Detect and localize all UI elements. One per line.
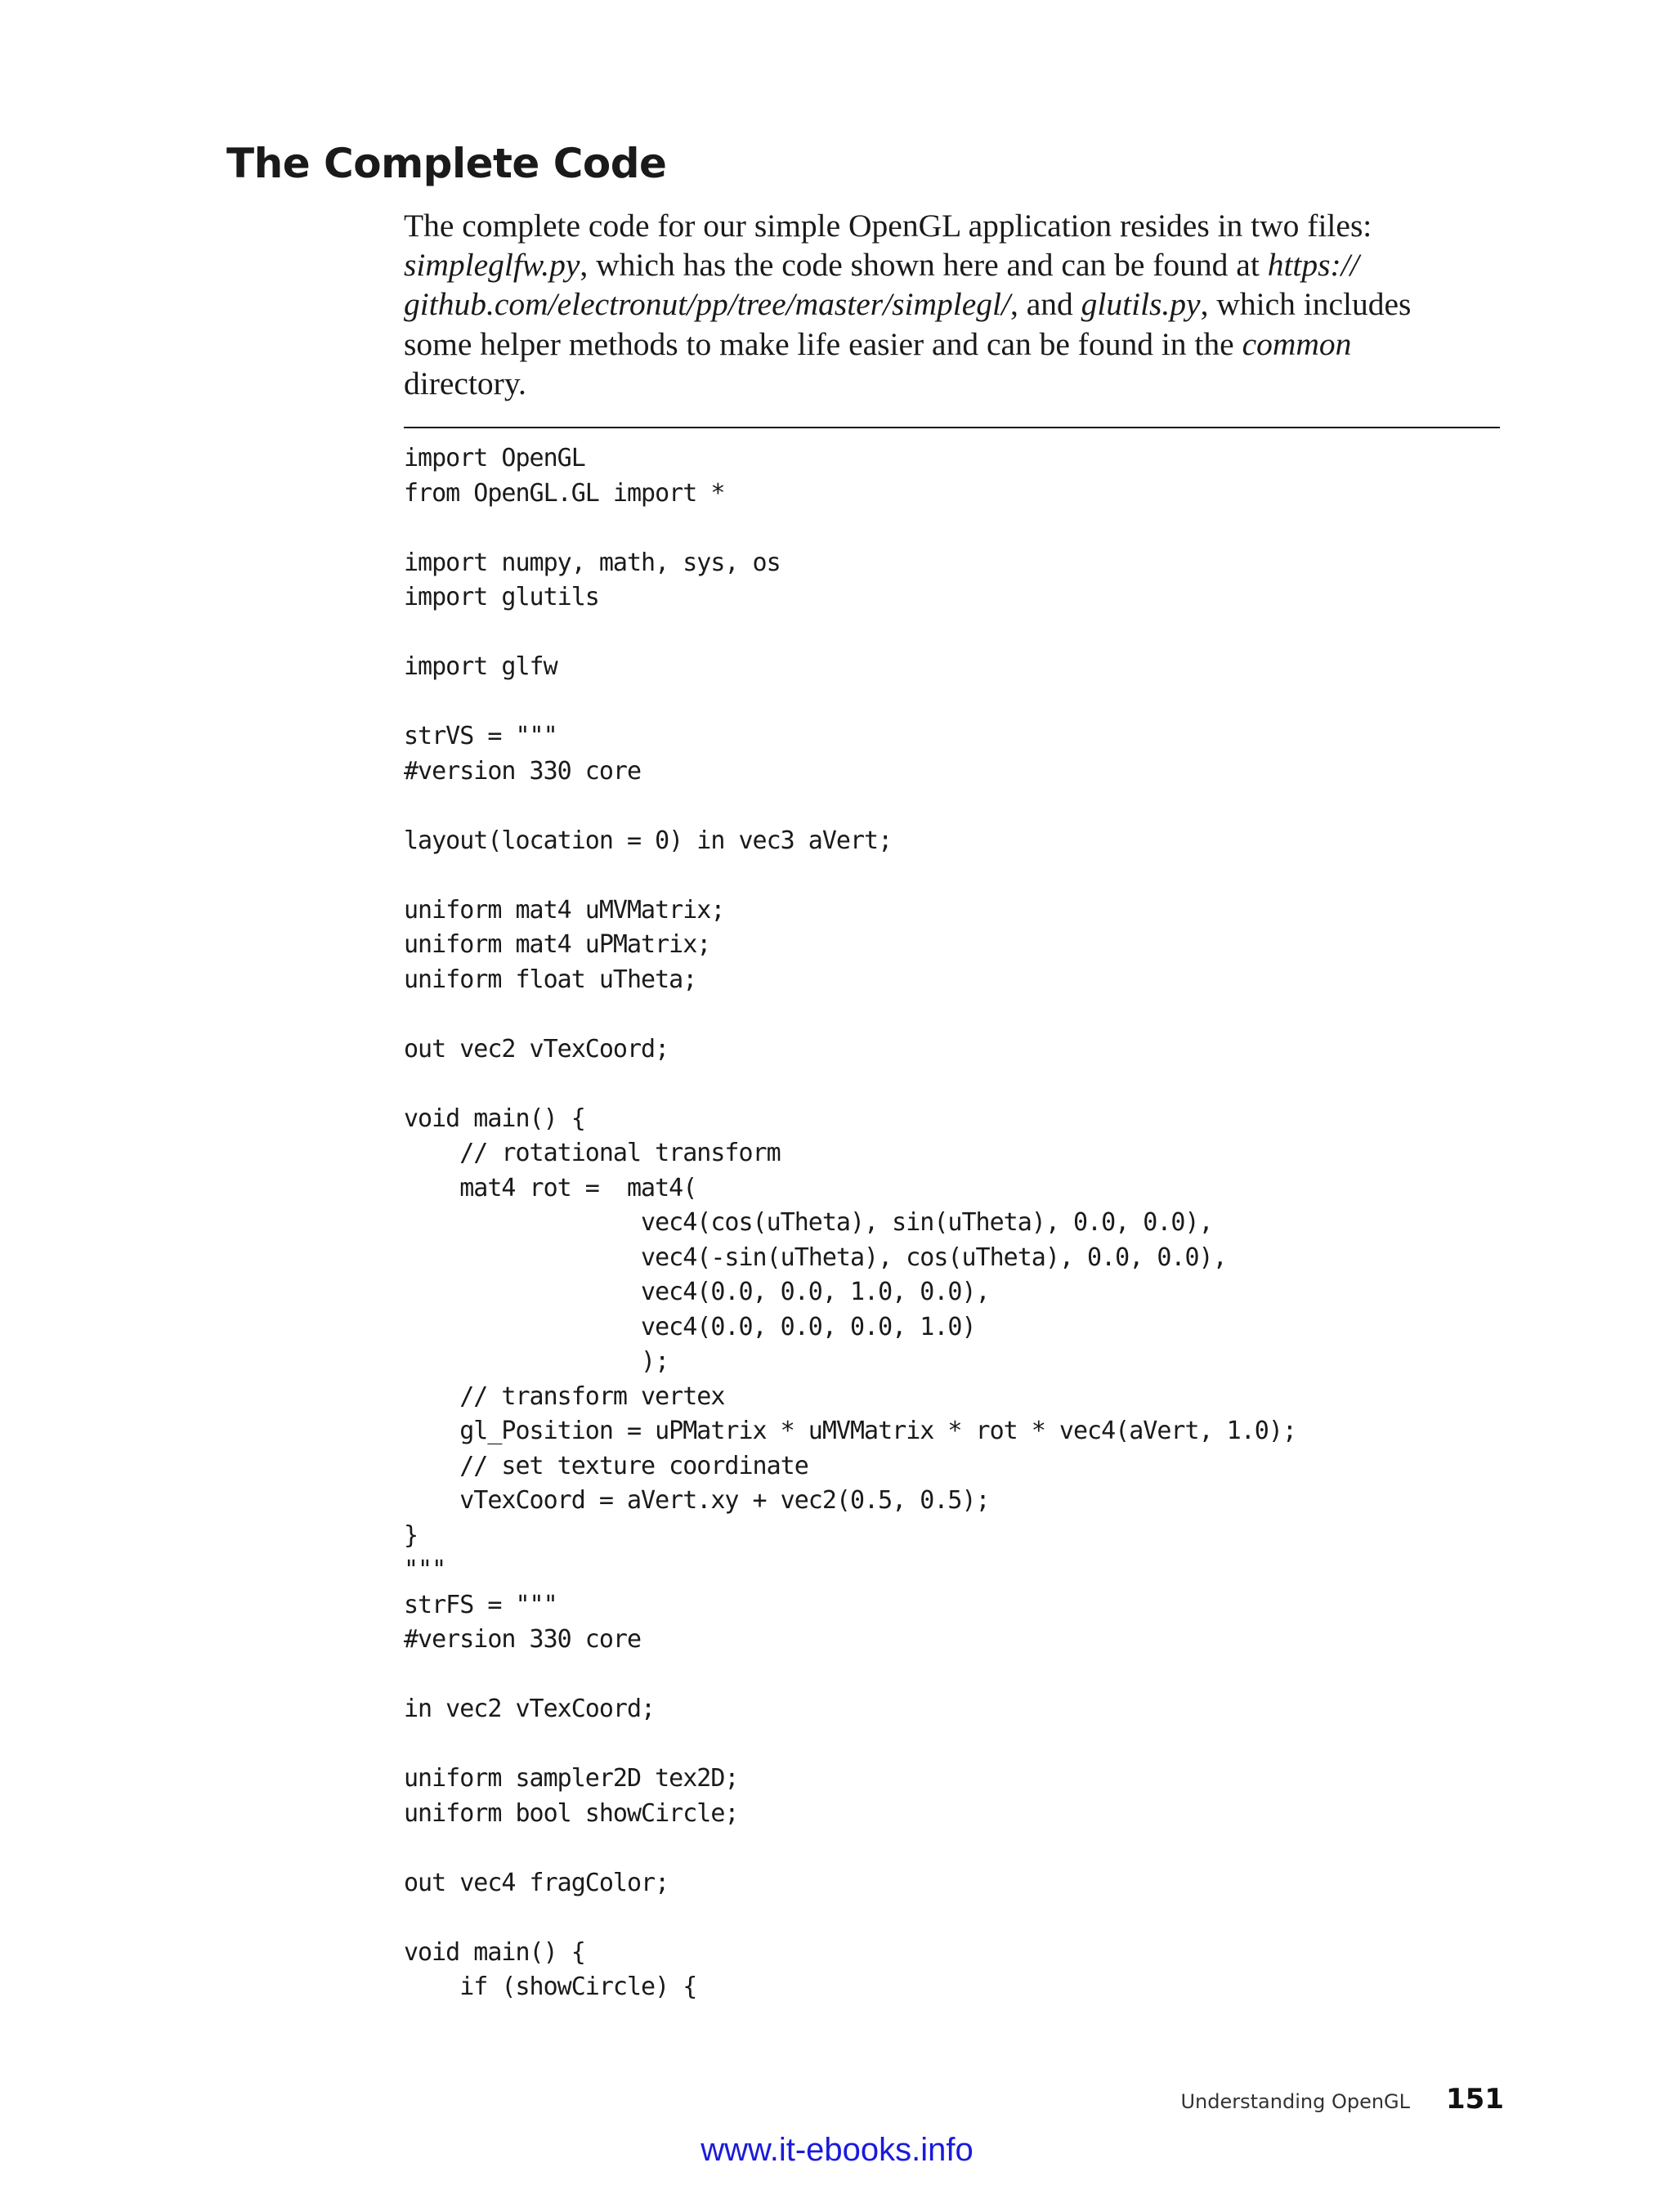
code-line: void main() { <box>404 1104 585 1133</box>
code-line: // set texture coordinate <box>404 1451 808 1480</box>
code-line: uniform mat4 uMVMatrix; <box>404 895 725 925</box>
page-number: 151 <box>1446 2083 1504 2116</box>
code-line <box>404 858 1296 893</box>
code-line: vec4(-sin(uTheta), cos(uTheta), 0.0, 0.0), <box>404 1243 1227 1272</box>
section-heading: The Complete Code <box>226 140 667 187</box>
code-line <box>404 1831 1296 1866</box>
code-line: uniform bool showCircle; <box>404 1798 739 1828</box>
page-footer <box>1180 2083 1504 2116</box>
intro-text: The complete code for our simple OpenGL application resides in two files: <box>404 208 1372 244</box>
code-line: if (showCircle) { <box>404 1972 697 2001</box>
code-line: import glfw <box>404 652 557 681</box>
intro-text: directory. <box>404 365 526 401</box>
code-line: """ <box>404 1556 446 1584</box>
code-line: from OpenGL.GL import * <box>404 478 725 508</box>
code-line: vTexCoord = aVert.xy + vec2(0.5, 0.5); <box>404 1486 990 1515</box>
code-line: strFS = """ <box>404 1590 557 1619</box>
code-line: ); <box>404 1347 669 1376</box>
code-line: import numpy, math, sys, os <box>404 548 781 577</box>
code-line: strVS = """ <box>404 722 557 750</box>
code-line: out vec4 fragColor; <box>404 1868 669 1897</box>
code-line: uniform float uTheta; <box>404 965 697 994</box>
code-listing <box>404 441 1296 2005</box>
code-line: vec4(cos(uTheta), sin(uTheta), 0.0, 0.0), <box>404 1208 1213 1237</box>
code-line: // rotational transform <box>404 1139 781 1167</box>
file-name: glutils.py <box>1081 286 1201 323</box>
code-line: #version 330 core <box>404 1625 642 1654</box>
intro-text: , which includes <box>1200 286 1412 323</box>
directory-name: common <box>1242 325 1352 362</box>
code-line: mat4 rot = mat4( <box>404 1173 697 1202</box>
repo-url[interactable]: github.com/electronut/pp/tree/master/simplegl/ <box>404 286 1010 323</box>
code-line: import glutils <box>404 583 599 611</box>
code-line <box>404 997 1296 1032</box>
intro-text: , and <box>1009 286 1081 323</box>
code-line: in vec2 vTexCoord; <box>404 1695 656 1723</box>
code-line <box>404 511 1296 546</box>
code-line: void main() { <box>404 1937 585 1967</box>
code-line <box>404 789 1296 824</box>
code-divider <box>404 427 1500 428</box>
code-line <box>404 1901 1296 1936</box>
code-line: layout(location = 0) in vec3 aVert; <box>404 826 893 855</box>
footer-section-title: Understanding OpenGL <box>1180 2090 1411 2113</box>
repo-url[interactable]: https:// <box>1267 247 1359 284</box>
code-line: vec4(0.0, 0.0, 1.0, 0.0), <box>404 1278 990 1306</box>
code-line: uniform mat4 uPMatrix; <box>404 930 711 959</box>
code-line <box>404 1067 1296 1102</box>
code-line: import OpenGL <box>404 444 585 472</box>
code-line: } <box>404 1520 418 1550</box>
code-line <box>404 1727 1296 1762</box>
code-line <box>404 1658 1296 1693</box>
intro-text: , which has the code shown here and can be found at <box>580 247 1268 284</box>
code-line: gl_Position = uPMatrix * uMVMatrix * rot * vec4(aVert, 1.0); <box>404 1417 1296 1445</box>
file-name: simpleglfw.py <box>404 247 580 284</box>
code-line: uniform sampler2D tex2D; <box>404 1764 739 1793</box>
code-line: vec4(0.0, 0.0, 0.0, 1.0) <box>404 1312 976 1341</box>
code-line: out vec2 vTexCoord; <box>404 1034 669 1063</box>
code-line: #version 330 core <box>404 756 642 786</box>
intro-paragraph <box>404 206 1501 403</box>
code-line: // transform vertex <box>404 1381 725 1411</box>
intro-text: some helper methods to make life easier and can be found in the <box>404 325 1242 362</box>
code-line <box>404 616 1296 651</box>
code-line <box>404 685 1296 720</box>
watermark-link[interactable]: www.it-ebooks.info <box>700 2132 974 2168</box>
